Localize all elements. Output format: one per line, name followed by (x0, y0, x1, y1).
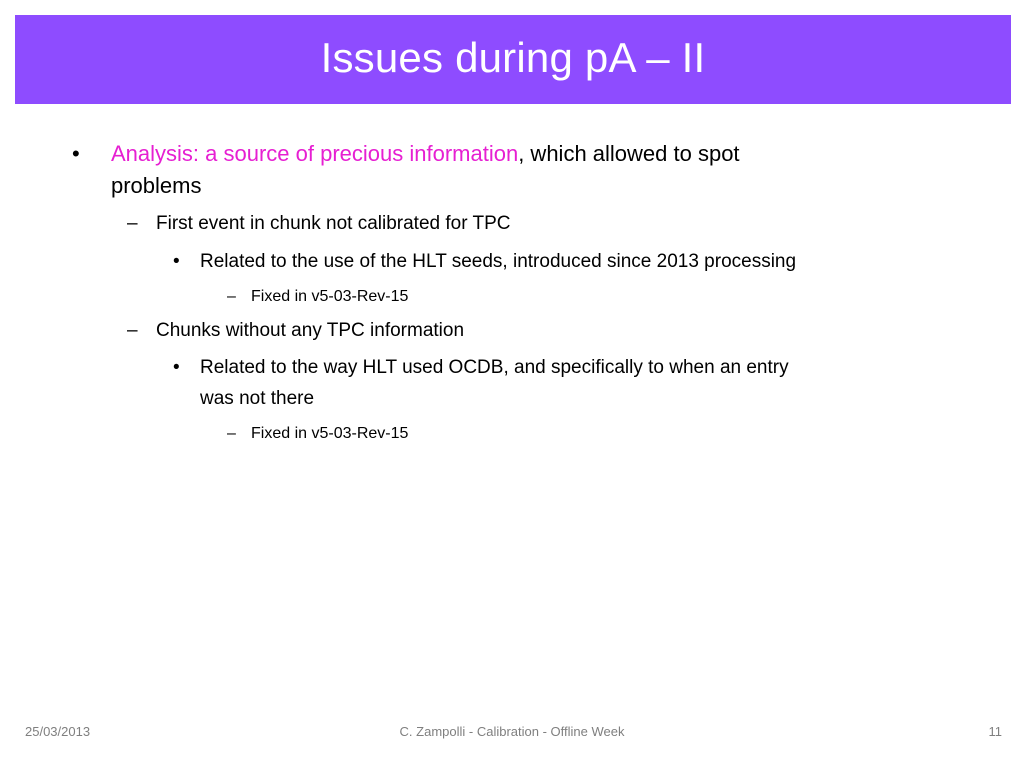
highlight-text: Analysis: a source of precious information (111, 141, 519, 166)
bullet-l3-hlt-seeds: Related to the use of the HLT seeds, introduced since 2013 processing (200, 251, 797, 272)
dash-marker-l2: – (127, 320, 138, 341)
bullet-l1-line2: problems (111, 173, 202, 198)
bullet-l1-line1 (111, 141, 740, 167)
bullet-l4-fixed-2: Fixed in v5-03-Rev-15 (251, 425, 409, 442)
bullet-l3-ocdb-line1: Related to the way HLT used OCDB, and specifically to when an entry (200, 357, 789, 378)
dash-marker-l4: – (227, 288, 236, 305)
bullet-marker-l3: • (173, 357, 180, 378)
bullet-l4-fixed-1: Fixed in v5-03-Rev-15 (251, 288, 409, 305)
bullet-marker-l3: • (173, 251, 180, 272)
bullet-l1-rest: , which allowed to spot (518, 141, 740, 166)
bullet-marker-l1: • (72, 141, 80, 166)
footer-page-number: 11 (988, 724, 1002, 739)
slide-title: Issues during pA – II (320, 33, 706, 81)
bullet-l2-first-event: First event in chunk not calibrated for TPC (156, 213, 511, 234)
footer-date: 25/03/2013 (25, 724, 91, 739)
bullet-l3-ocdb-line2: was not there (200, 388, 315, 409)
footer-center: C. Zampolli - Calibration - Offline Week (399, 724, 625, 739)
dash-marker-l4: – (227, 425, 236, 442)
bullet-l2-chunks: Chunks without any TPC information (156, 320, 465, 341)
dash-marker-l2: – (127, 213, 138, 234)
